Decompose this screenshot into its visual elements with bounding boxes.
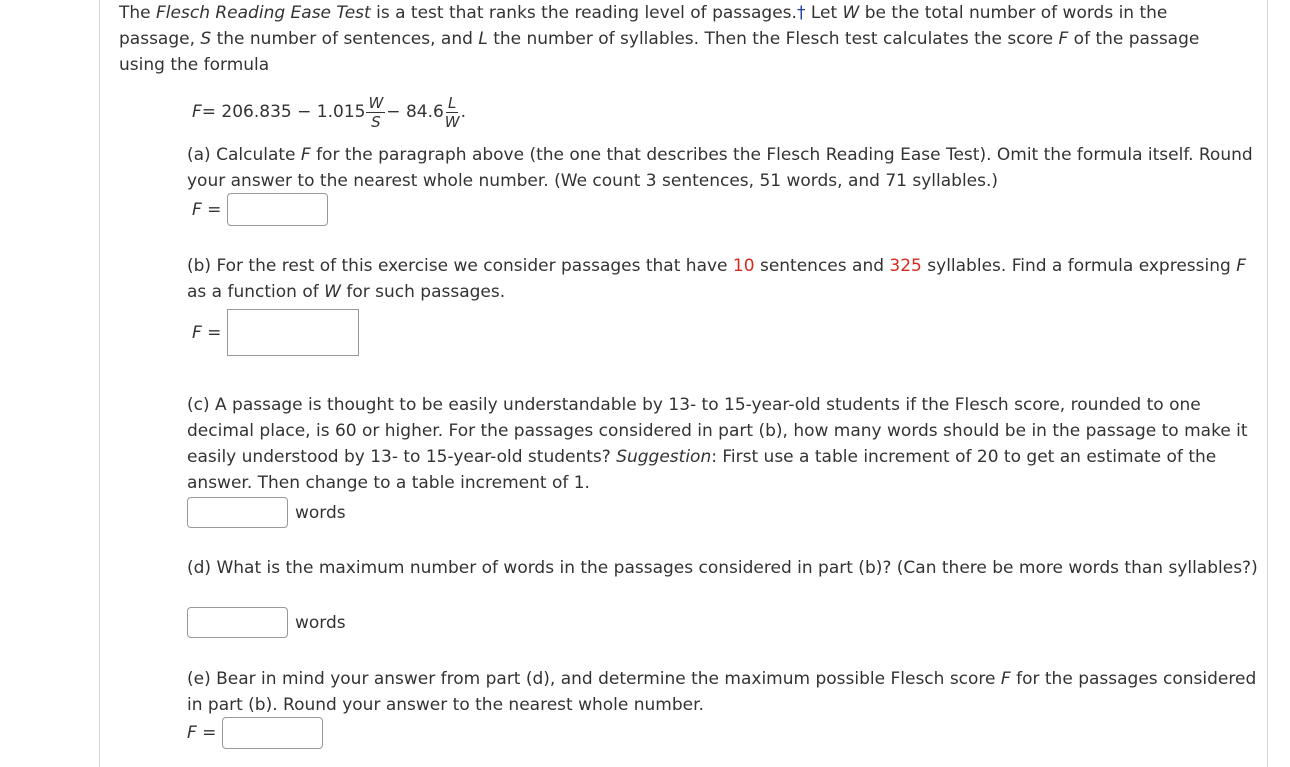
- part-a-label: F =: [192, 199, 222, 220]
- part-e-answer-input[interactable]: [222, 717, 323, 749]
- part-e-answer-row: [187, 717, 323, 749]
- part-b-formula-input[interactable]: [227, 309, 359, 356]
- part-c-unit-label: words: [295, 502, 346, 523]
- part-a-answer-input[interactable]: [227, 193, 328, 226]
- footnote-link[interactable]: †: [796, 3, 806, 23]
- part-b-answer-row: [192, 309, 359, 356]
- part-c-words-input[interactable]: [187, 497, 288, 528]
- part-d-answer-row: [187, 607, 346, 638]
- part-e-label: F =: [187, 723, 217, 743]
- part-e-question: (e) Bear in mind your answer from part (d), and determine the maximum possible Flesch score F for the passages considered in part (b). Round your answer to the nearest whole number.: [187, 669, 1257, 715]
- part-c-answer-row: [187, 497, 346, 528]
- content-frame-left-border: [99, 0, 100, 767]
- part-c-question: (c) A passage is thought to be easily understandable by 13- to 15-year-old students if the Flesch score, rounded to one decimal place, is 60 or higher. For the passages considered in part (b), how many words should be in the passage to make it easily understood by 13- to 15-year-old students? Suggestion: First use a table increment of 20 to get an estimate of the answer. Then change to a table increment of 1.: [187, 395, 1248, 493]
- part-d-words-input[interactable]: [187, 607, 288, 638]
- part-b-label: F =: [192, 322, 222, 343]
- content-frame-right-border: [1267, 0, 1268, 767]
- part-a-answer-row: [192, 193, 328, 226]
- part-d-question: (d) What is the maximum number of words in the passages considered in part (b)? (Can there be more words than syllables?): [187, 558, 1258, 578]
- fraction-l-over-w: $\frac{L}{W}$: [444, 93, 460, 131]
- fraction-w-over-s: $\frac{W}{S}$: [368, 93, 384, 131]
- flesch-formula: F = 206.835 − 1.015 $\frac{W}{S}$ − 84.6 $\frac{L}{W}$ .: [192, 93, 467, 131]
- part-a-question: (a) Calculate F for the paragraph above (the one that describes the Flesch Reading Ease Test). Omit the formula itself. Round your answer to the nearest whole number. (We count 3 sentences, 51 words, and 71 syllables.): [187, 145, 1253, 191]
- intro-paragraph: The Flesch Reading Ease Test is a test that ranks the reading level of passages.† Let W be the total number of words in the passage, S the number of sentences, and L the number of syllables. Then the Flesch test calculates the score F of the passage using the formula: [119, 3, 1200, 75]
- part-b-question: (b) For the rest of this exercise we consider passages that have 10 sentences and 325 syllables. Find a formula expressing F as a function of W for such passages.: [187, 256, 1246, 302]
- part-d-unit-label: words: [295, 612, 346, 633]
